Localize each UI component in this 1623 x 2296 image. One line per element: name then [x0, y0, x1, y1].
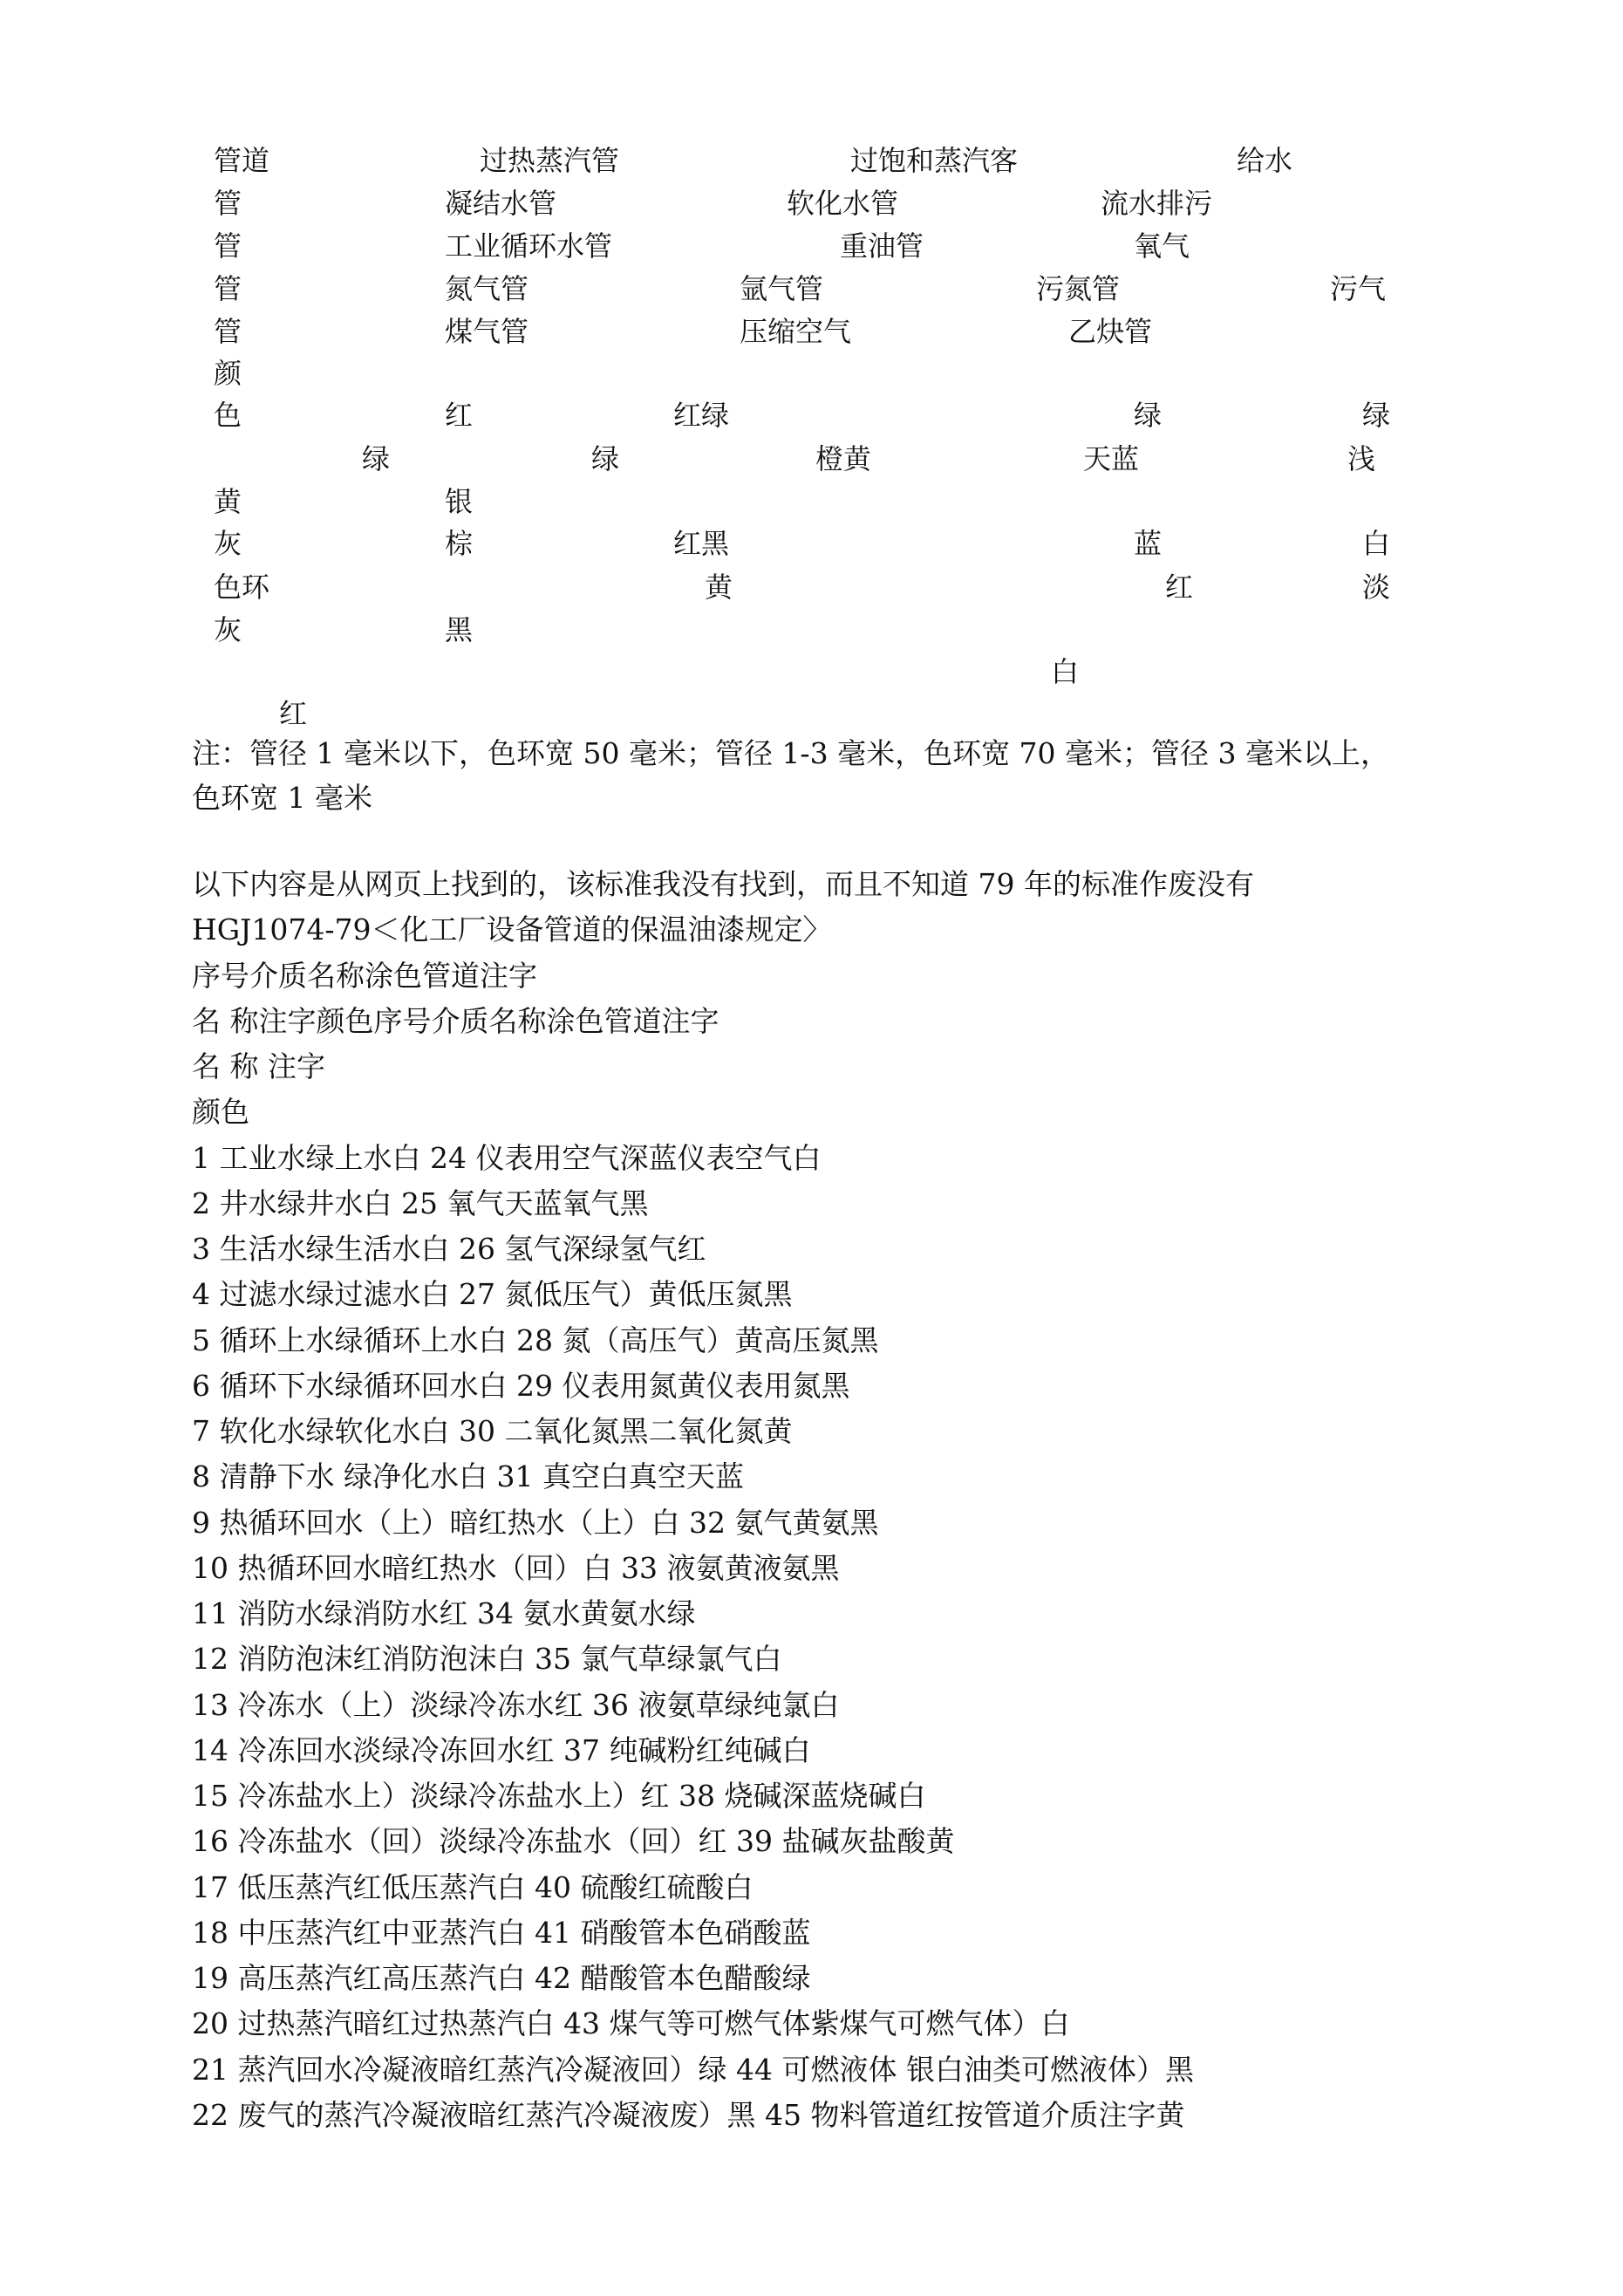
list-item: 10 热循环回水暗红热水（回）白 33 液氨黄液氨黑 — [192, 1551, 840, 1585]
grid-cell: 色 — [214, 399, 242, 432]
grid-cell: 软化水管 — [787, 187, 899, 220]
grid-cell: 红 — [279, 697, 308, 730]
list-item: 13 冷冻水（上）淡绿冷冻水红 36 液氨草绿纯氯白 — [192, 1688, 840, 1722]
grid-cell: 银 — [445, 485, 474, 518]
grid-cell: 过热蒸汽管 — [480, 144, 620, 177]
grid-cell: 氮气管 — [445, 272, 529, 305]
grid-cell: 红 — [1165, 571, 1194, 604]
list-item: 3 生活水绿生活水白 26 氢气深绿氢气红 — [192, 1232, 706, 1266]
grid-cell: 白 — [1362, 527, 1391, 560]
note-line: 注：管径 1 毫米以下，色环宽 50 毫米；管径 1-3 毫米，色环宽 70 毫米；管径 3 毫米以上， — [192, 736, 1390, 770]
grid-cell: 棕 — [445, 527, 474, 560]
grid-cell: 氧气 — [1134, 229, 1190, 263]
list-item: 6 循环下水绿循环回水白 29 仪表用氮黄仪表用氮黑 — [192, 1369, 850, 1403]
text-line: 名 称 注字 — [192, 1049, 325, 1083]
grid-cell: 红绿 — [673, 399, 730, 432]
grid-cell: 重油管 — [840, 229, 924, 263]
grid-cell: 污气 — [1330, 272, 1387, 305]
list-item: 1 工业水绿上水白 24 仪表用空气深蓝仪表空气白 — [192, 1141, 822, 1175]
grid-cell: 黑 — [445, 613, 474, 646]
grid-cell: 煤气管 — [445, 315, 529, 348]
list-item: 19 高压蒸汽红高压蒸汽白 42 醋酸管本色醋酸绿 — [192, 1961, 811, 1995]
grid-cell: 绿 — [591, 442, 620, 475]
grid-cell: 绿 — [1134, 399, 1163, 432]
grid-cell: 红黑 — [673, 527, 730, 560]
grid-cell: 管 — [214, 229, 242, 263]
grid-cell: 污氮管 — [1036, 272, 1121, 305]
list-item: 2 井水绿井水白 25 氧气天蓝氧气黑 — [192, 1186, 649, 1220]
grid-cell: 白 — [1051, 655, 1080, 688]
grid-cell: 黄 — [705, 571, 733, 604]
grid-cell: 过饱和蒸汽客 — [850, 144, 1019, 177]
note-line: 色环宽 1 毫米 — [192, 781, 372, 815]
grid-cell: 管 — [214, 272, 242, 305]
grid-cell: 管道 — [214, 144, 270, 177]
grid-cell: 管 — [214, 315, 242, 348]
list-item: 17 低压蒸汽红低压蒸汽白 40 硫酸红硫酸白 — [192, 1870, 754, 1904]
grid-cell: 蓝 — [1134, 527, 1163, 560]
grid-cell: 流水排污 — [1101, 187, 1213, 220]
grid-cell: 天蓝 — [1083, 442, 1140, 475]
grid-cell: 绿 — [362, 442, 391, 475]
list-item: 14 冷冻回水淡绿冷冻回水红 37 纯碱粉红纯碱白 — [192, 1733, 811, 1767]
list-item: 11 消防水绿消防水红 34 氨水黄氨水绿 — [192, 1596, 696, 1630]
text-line: 颜色 — [192, 1095, 249, 1129]
list-item: 16 冷冻盐水（回）淡绿冷冻盐水（回）红 39 盐碱灰盐酸黄 — [192, 1824, 955, 1858]
list-item: 18 中压蒸汽红中亚蒸汽白 41 硝酸管本色硝酸蓝 — [192, 1916, 811, 1950]
grid-cell: 乙炔管 — [1068, 315, 1153, 348]
list-item: 21 蒸汽回水冷凝液暗红蒸汽冷凝液回）绿 44 可燃液体 银白油类可燃液体）黑 — [192, 2053, 1194, 2087]
grid-cell: 氩气管 — [740, 272, 824, 305]
list-item: 15 冷冻盐水上）淡绿冷冻盐水上）红 38 烧碱深蓝烧碱白 — [192, 1779, 926, 1813]
grid-cell: 凝结水管 — [445, 187, 557, 220]
grid-cell: 淡 — [1362, 571, 1391, 604]
list-item: 5 循环上水绿循环上水白 28 氮（高压气）黄高压氮黑 — [192, 1323, 879, 1357]
list-item: 20 过热蒸汽暗红过热蒸汽白 43 煤气等可燃气体紫煤气可燃气体）白 — [192, 2006, 1070, 2040]
grid-cell: 压缩空气 — [740, 315, 852, 348]
grid-cell: 颜 — [214, 357, 242, 390]
grid-cell: 浅 — [1347, 442, 1376, 475]
grid-cell: 黄 — [214, 485, 242, 518]
grid-cell: 管 — [214, 187, 242, 220]
grid-cell: 灰 — [214, 527, 242, 560]
text-line: HGJ1074-79＜化工厂设备管道的保温油漆规定〉 — [192, 912, 832, 946]
text-line: 序号介质名称涂色管道注字 — [192, 959, 537, 993]
grid-cell: 给水 — [1237, 144, 1293, 177]
grid-cell: 红 — [445, 399, 474, 432]
grid-cell: 绿 — [1362, 399, 1391, 432]
list-item: 7 软化水绿软化水白 30 二氧化氮黑二氧化氮黄 — [192, 1414, 793, 1448]
list-item: 9 热循环回水（上）暗红热水（上）白 32 氨气黄氨黑 — [192, 1506, 879, 1540]
grid-cell: 色环 — [214, 571, 270, 604]
grid-cell: 灰 — [214, 613, 242, 646]
grid-cell: 橙黄 — [815, 442, 872, 475]
list-item: 4 过滤水绿过滤水白 27 氮低压气）黄低压氮黑 — [192, 1277, 793, 1311]
text-line: 名 称注字颜色序号介质名称涂色管道注字 — [192, 1004, 719, 1038]
list-item: 22 废气的蒸汽冷凝液暗红蒸汽冷凝液废）黑 45 物料管道红按管道介质注字黄 — [192, 2098, 1185, 2132]
grid-cell: 工业循环水管 — [445, 229, 613, 263]
list-item: 8 清静下水 绿净化水白 31 真空白真空天蓝 — [192, 1459, 744, 1493]
text-line: 以下内容是从网页上找到的，该标准我没有找到，而且不知道 79 年的标准作废没有 — [192, 867, 1254, 901]
list-item: 12 消防泡沫红消防泡沫白 35 氯气草绿氯气白 — [192, 1642, 782, 1676]
